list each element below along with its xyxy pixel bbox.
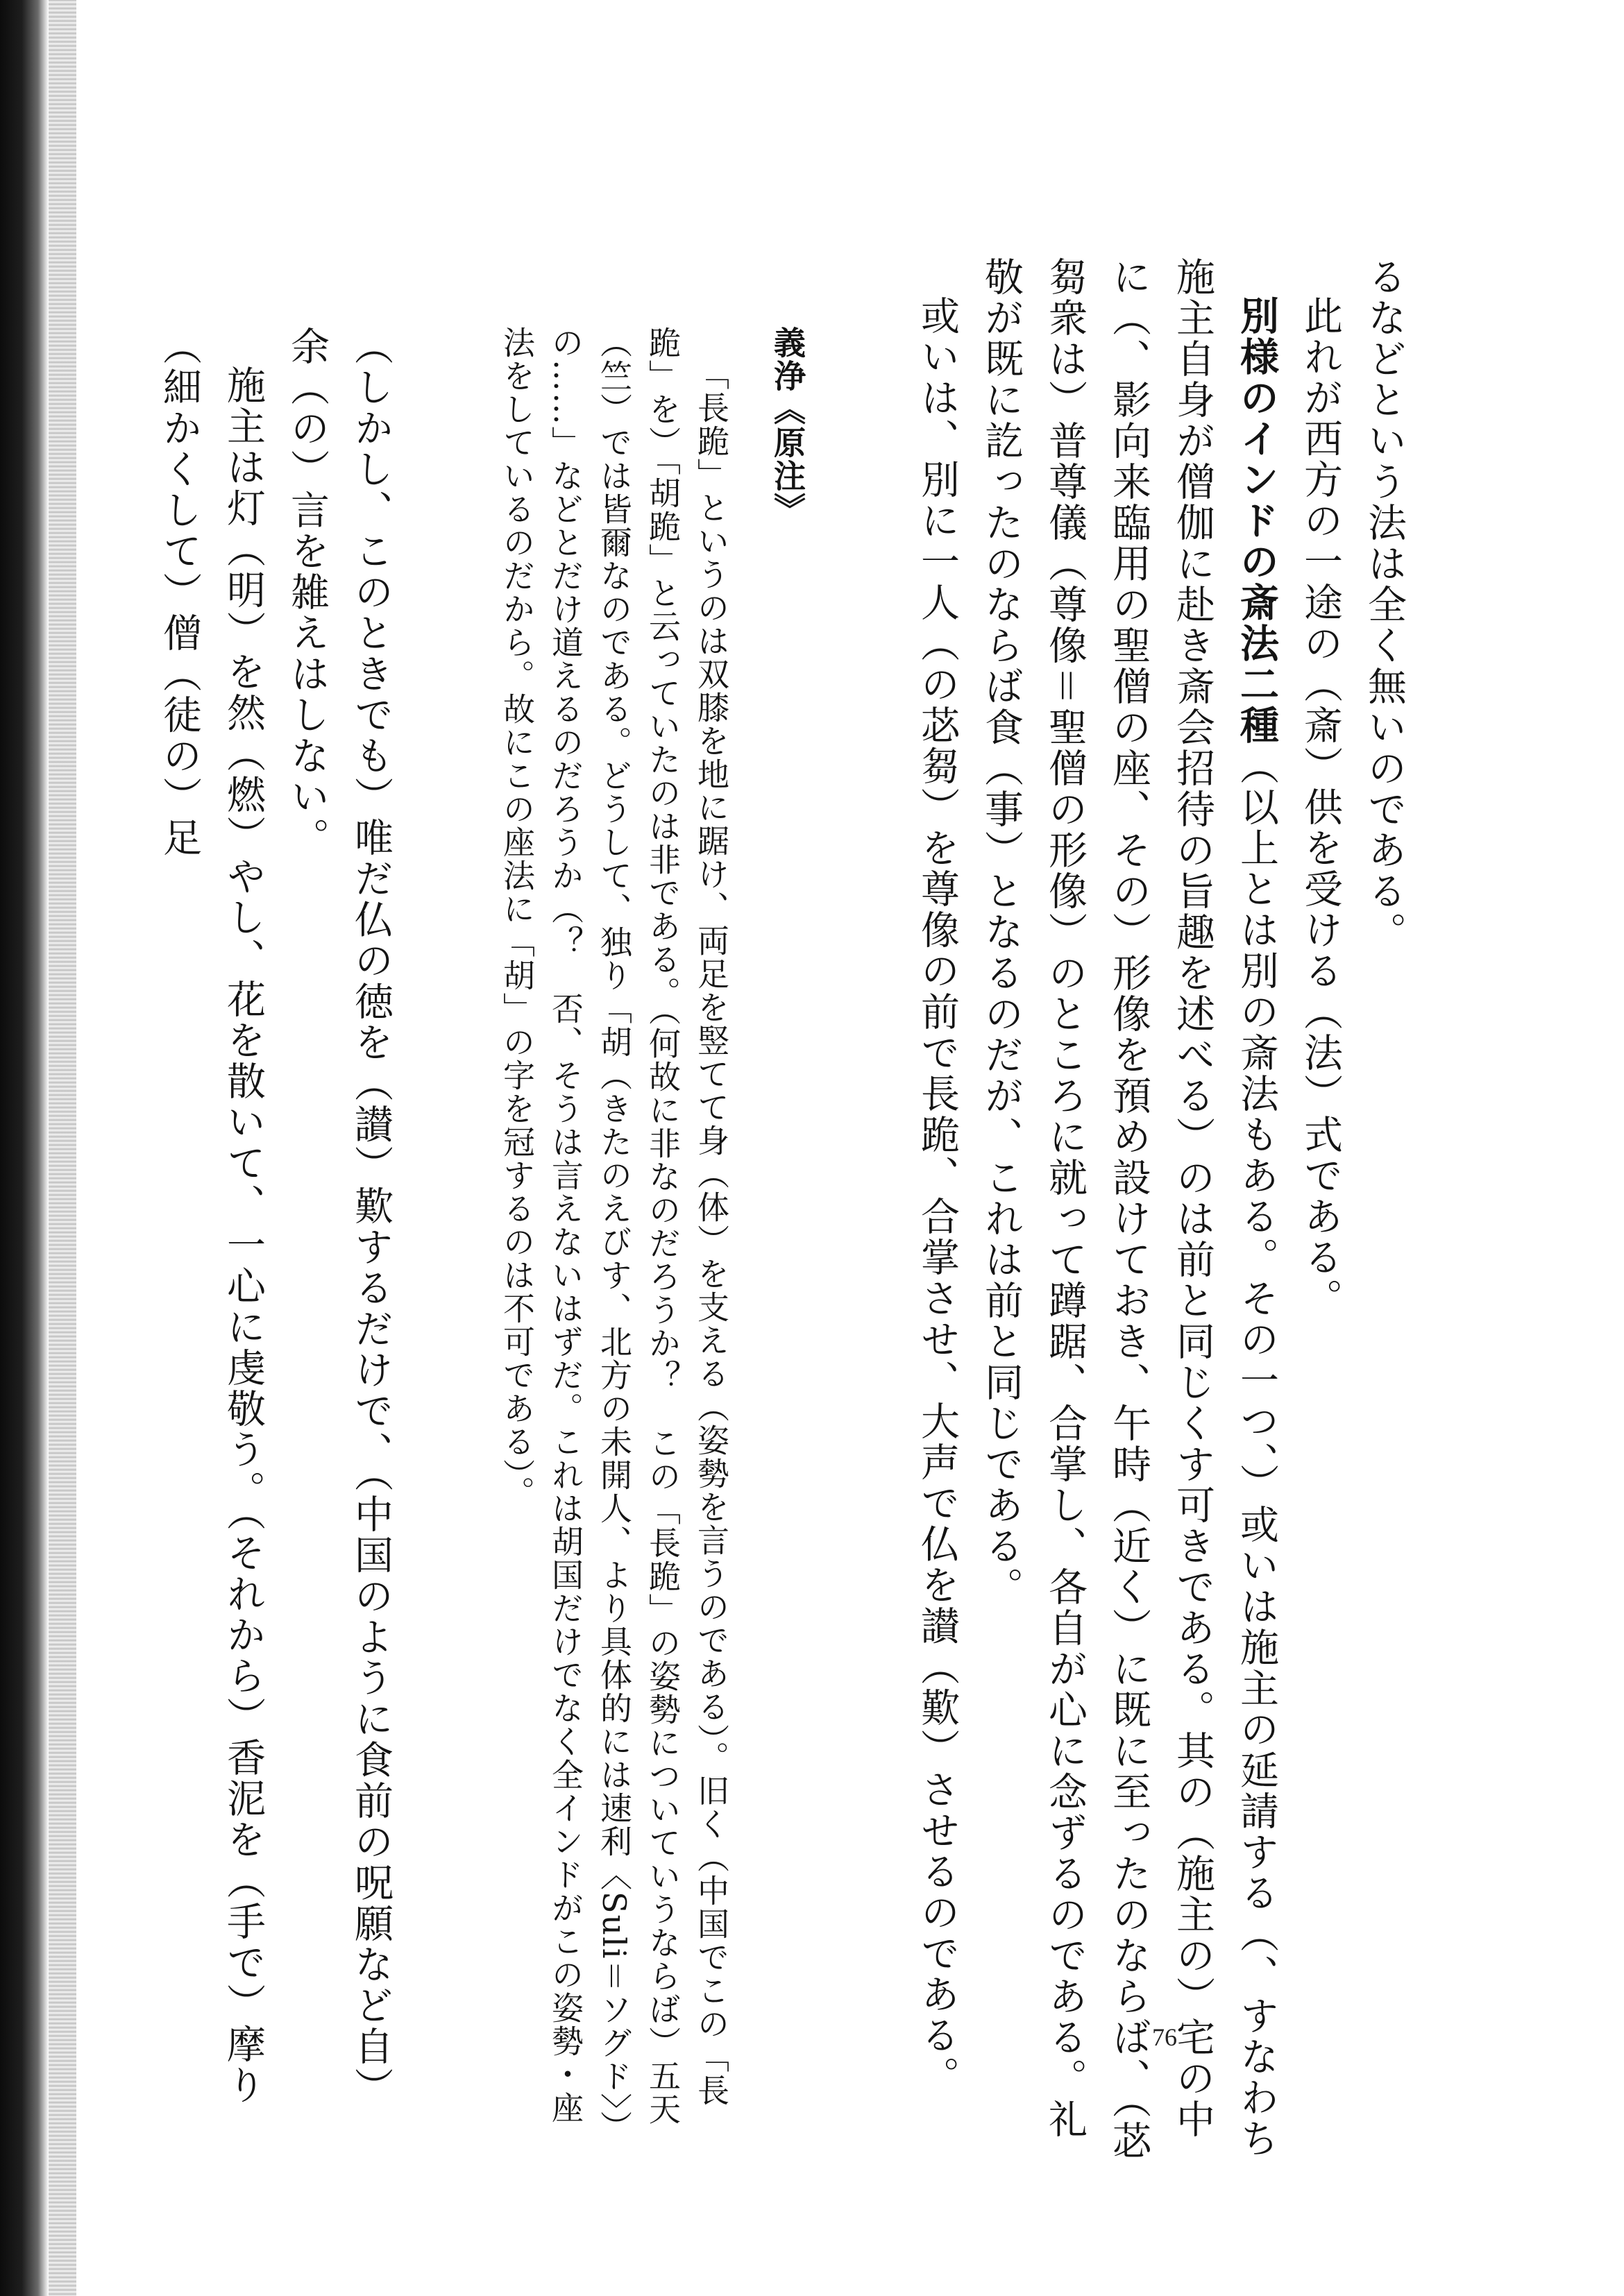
section-heading: 別様のインドの斎法二種 [1234, 296, 1279, 746]
paragraph: （しかし、このときでも）唯だ仏の徳を（讃）歎するだけで、（中国のように食前の呪願など自）余（の）言を雑えはしない。 [285, 326, 394, 2108]
page-number: 76 [1152, 2023, 1177, 2051]
scan-binding-shadow [49, 0, 76, 2296]
paragraph: 或いは、別に一人（の苾芻）を尊像の前で長跪、合掌させ、大声で仏を讃（歎）させるのである。 [915, 296, 960, 2097]
continuation-text-block [147, 326, 403, 2144]
paragraph: るなどという法は全く無いのである。 [1362, 257, 1407, 953]
original-note-block [493, 326, 812, 2144]
section-body: （以上とは別の斎法もある。その一つ、）或いは施主の延請する（、すなわち施主自身が僧伽に赴き斎会招待の旨趣を述べる）のは前と同じくす可きである。其の（施主の）宅の中に（、影向来臨用の聖僧の座、その）形像を預め設けておき、午時（近く）に既に至ったのならば、（苾芻衆は）普尊儀（尊像＝聖僧の形像）のところに就って蹲踞、合掌し、各自が心に念ずるのである。礼敬が既に訖ったのならば食（事）となるのだが、これは前と同じである。 [979, 257, 1279, 2161]
note-paragraph: 「長跪」というのは双膝を地に踞け、両足を竪てて身（体）を支える（姿勢を言うのである）。旧く（中国でこの「長跪」を）「胡跪」と云っていたのは非である。（何故に非なのだろうか？ この「長跪」の姿勢についていうならば）五天（竺）では皆爾なのである。どうして、独り「胡（きたのえびす、北方の未開人、より具体的には速利〈Suli＝ソグド〉）の……」などとだけ道えるのだろうか（？ 否、そうは言えないはずだ。これは胡国だけでなく全インドがこの姿勢・座法をしているのだから。故にこの座法に「胡」の字を冠するのは不可である）。 [498, 326, 730, 2144]
section-paragraph [969, 257, 1288, 2172]
note-title: 義浄《原注》 [769, 326, 806, 526]
scan-page-edge [0, 0, 49, 2296]
paragraph: 此れが西方の一途の（斎）供を受ける（法）式である。 [1298, 296, 1343, 1319]
paragraph: 施主は灯（明）を然（燃）やし、花を散いて、一心に虔敬う。（それから）香泥を（手で）摩り（細かくして）僧（徒の）足 [157, 326, 266, 2106]
main-text-block [905, 257, 1416, 2172]
